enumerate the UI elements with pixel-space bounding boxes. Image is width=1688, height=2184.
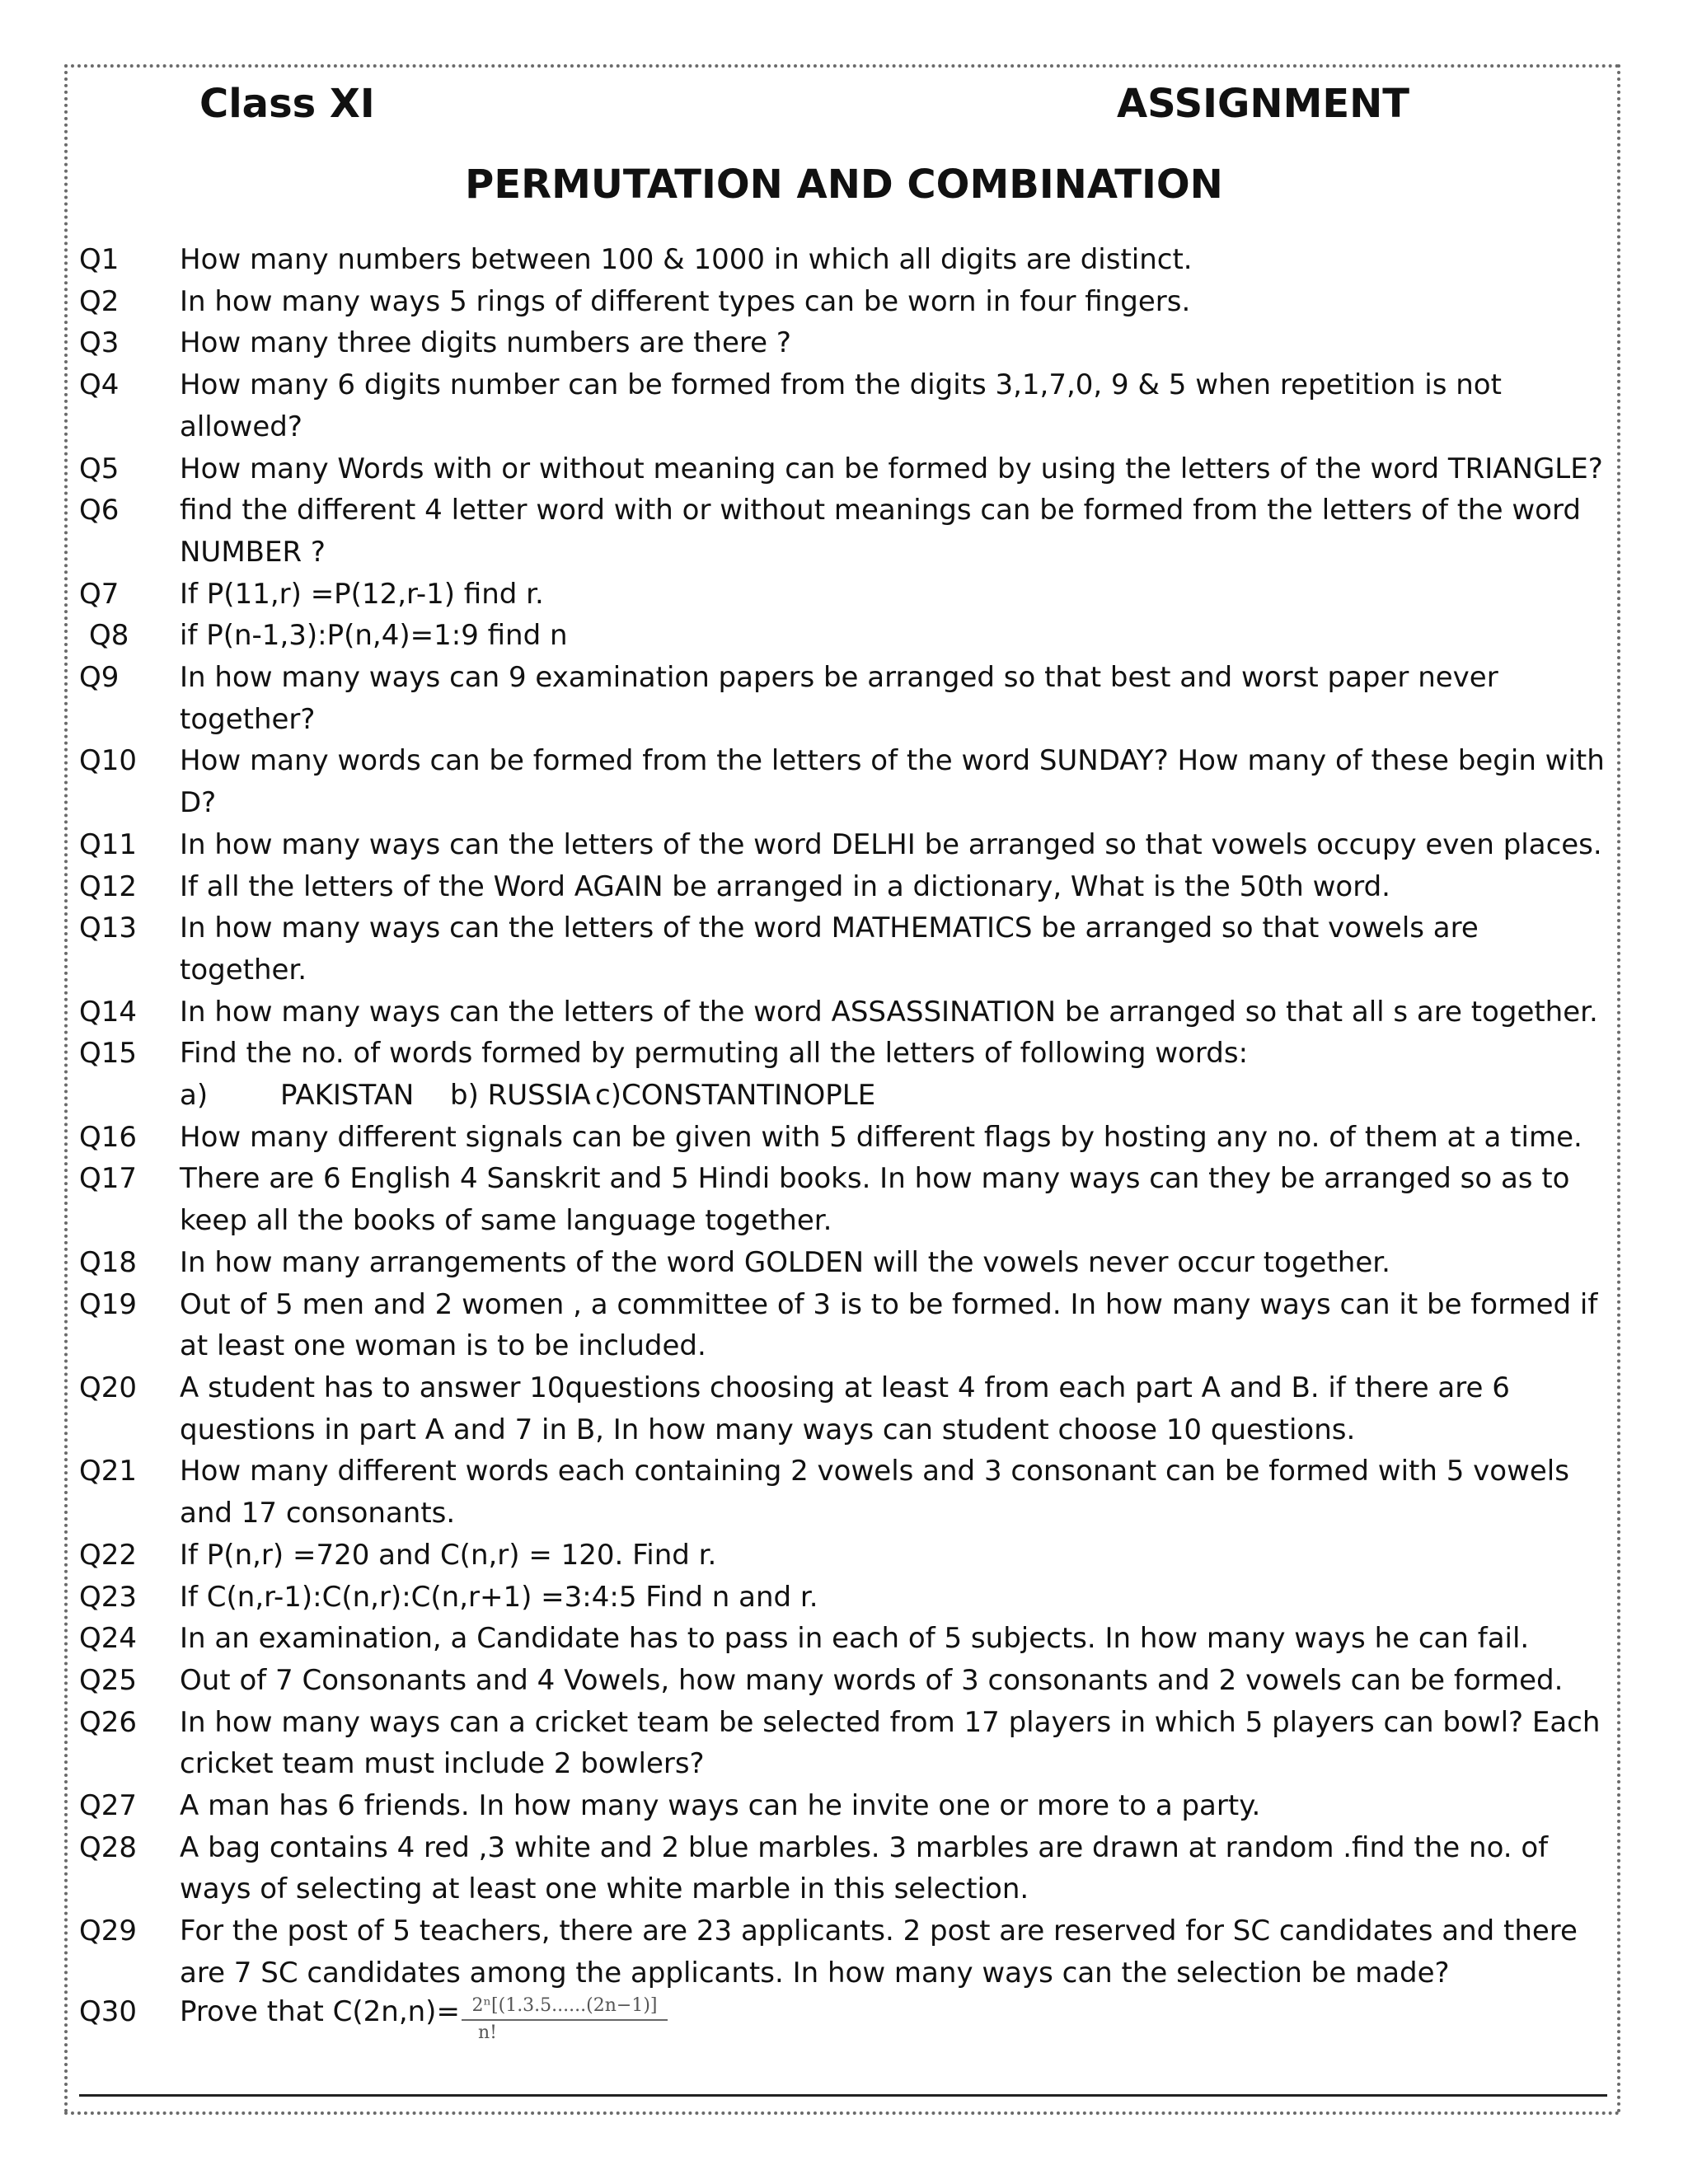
question-text: A student has to answer 10questions choosing at least 4 from each part A and B. if there are 6 questions in part A and 7 in B, In how many ways can student choose 10 questions. [180,1371,1510,1446]
question-text: In how many ways 5 rings of different types can be worn in four fingers. [180,284,1191,318]
question-item [79,574,1612,616]
question-number: Q5 [79,452,120,485]
question-item [79,907,1612,991]
question-number: Q9 [79,661,120,695]
question-number: Q24 [79,1622,138,1656]
question-number: Q11 [79,827,138,861]
question-item [79,1242,1612,1284]
question-item [79,281,1612,323]
question-item [79,615,1612,657]
subpart-a-text: PAKISTAN [280,1079,415,1113]
question-item [79,239,1612,281]
class-label: Class XI [199,81,375,127]
question-item [79,490,1612,573]
question-number: Q26 [79,1705,138,1739]
question-item [79,1785,1612,1827]
question-number: Q19 [79,1287,138,1321]
question-number: Q1 [79,243,120,276]
question-item [79,1577,1612,1619]
question-item [79,1618,1612,1660]
question-text: A bag contains 4 red ,3 white and 2 blue marbles. 3 marbles are drawn at random .find the no. of ways of selecting at least one white marble in this selection. [180,1830,1549,1906]
subpart-a-label: a) [180,1079,209,1113]
question-item [79,1033,1612,1116]
question-item [79,322,1612,364]
question-text: There are 6 English 4 Sanskrit and 5 Hindi books. In how many ways can they be arranged so as to keep all the books of same language together. [180,1162,1570,1238]
assignment-label: ASSIGNMENT [1117,81,1410,127]
question-number: Q15 [79,1037,138,1071]
question-number: Q27 [79,1789,138,1823]
question-list [79,239,1612,1994]
question-text: In an examination, a Candidate has to pass in each of 5 subjects. In how many ways he can fail. [180,1622,1530,1656]
question-item-q30 [79,1991,460,2032]
question-text: find the different 4 letter word with or without meanings can be formed from the letters of the word NUMBER ? [180,494,1581,569]
question-text: Out of 5 men and 2 women , a committee of 3 is to be formed. In how many ways can it be formed if at least one woman is to be included. [180,1287,1598,1363]
question-item [79,364,1612,448]
question-item [79,1117,1612,1159]
formula-fraction [462,1994,668,2046]
question-number: Q29 [79,1915,138,1948]
question-text: In how many ways can 9 examination papers be arranged so that best and worst paper never together? [180,661,1498,736]
question-text: If all the letters of the Word AGAIN be arranged in a dictionary, What is the 50th word. [180,869,1390,903]
question-text: How many different words each containing 2 vowels and 3 consonant can be formed with 5 vowels and 17 consonants. [180,1455,1569,1530]
question-item [79,1367,1612,1451]
question-text: If C(n,r-1):C(n,r):C(n,r+1) =3:4:5 Find n and r. [180,1580,818,1614]
question-number: Q28 [79,1830,138,1864]
question-number: Q17 [79,1162,138,1196]
question-text: If P(11,r) =P(12,r-1) find r. [180,577,544,611]
question-number: Q16 [79,1120,138,1154]
question-item [79,448,1612,490]
question-number: Q6 [79,494,120,527]
question-number: Q21 [79,1455,138,1488]
question-number: Q7 [79,577,120,611]
question-text: How many Words with or without meaning can be formed by using the letters of the word TRIANGLE? [180,452,1603,485]
question-number: Q20 [79,1371,138,1404]
question-item [79,1910,1612,1994]
question-text: How many words can be formed from the letters of the word SUNDAY? How many of these begin with D? [180,744,1605,820]
question-text: How many numbers between 100 & 1000 in which all digits are distinct. [180,243,1193,276]
formula-denominator: n! [478,2022,498,2043]
formula-numerator: 2ⁿ[(1.3.5......(2n−1)] [462,1994,668,2021]
question-item [79,740,1612,823]
question-text: In how many ways can a cricket team be selected from 17 players in which 5 players can bowl? Each cricket team must include 2 bowlers? [180,1705,1601,1781]
question-text: if P(n-1,3):P(n,4)=1:9 find n [180,619,568,653]
question-text: In how many ways can the letters of the word MATHEMATICS be arranged so that vowels are together. [180,912,1479,987]
question-item [79,1827,1612,1910]
question-number: Q3 [79,326,120,360]
question-number: Q23 [79,1580,138,1614]
question-item [79,1451,1612,1534]
question-text: In how many ways can the letters of the word ASSASSINATION be arranged so that all s are together. [180,995,1598,1029]
question-number: Q13 [79,912,138,945]
question-text: If P(n,r) =720 and C(n,r) = 120. Find r. [180,1538,717,1572]
question-item [79,1158,1612,1241]
question-number: Q2 [79,284,120,318]
question-text: Find the no. of words formed by permuting all the letters of following words: [180,1037,1249,1071]
question-number: Q25 [79,1663,138,1697]
question-item [79,1702,1612,1785]
question-text: In how many ways can the letters of the word DELHI be arranged so that vowels occupy even places. [180,827,1602,861]
bottom-rule [79,2094,1607,2097]
subpart-c: c)CONSTANTINOPLE [595,1079,876,1113]
question-text: For the post of 5 teachers, there are 23 applicants. 2 post are reserved for SC candidates and there are 7 SC candidates among the applicants. In how many ways can the selection be made? [180,1915,1578,1990]
subpart-b: b) RUSSIA [450,1079,591,1113]
question-item [79,1660,1612,1702]
question-number: Q14 [79,995,138,1029]
question-item [79,657,1612,740]
question-text: In how many arrangements of the word GOLDEN will the vowels never occur together. [180,1245,1390,1279]
question-number: Q8 [89,619,129,653]
question-number: Q10 [79,744,138,778]
question-text: How many 6 digits number can be formed from the digits 3,1,7,0, 9 & 5 when repetition is not allowed? [180,368,1502,443]
question-number: Q18 [79,1245,138,1279]
question-item [79,1284,1612,1367]
question-text: Out of 7 Consonants and 4 Vowels, how many words of 3 consonants and 2 vowels can be formed. [180,1663,1564,1697]
question-item [79,866,1612,908]
question-text: How many three digits numbers are there ? [180,326,791,360]
question-item [79,824,1612,866]
question-number: Q30 [79,1995,138,2028]
question-number: Q12 [79,869,138,903]
question-text: How many different signals can be given with 5 different flags by hosting any no. of them at a time. [180,1120,1582,1154]
question-number: Q4 [79,368,120,402]
question-item [79,1535,1612,1577]
question-item [79,991,1612,1033]
question-text: Prove that C(2n,n)= [180,1995,460,2028]
page-title: PERMUTATION AND COMBINATION [465,162,1223,208]
question-number: Q22 [79,1538,138,1572]
question-subparts [180,1075,1612,1117]
question-text: A man has 6 friends. In how many ways can he invite one or more to a party. [180,1789,1261,1823]
